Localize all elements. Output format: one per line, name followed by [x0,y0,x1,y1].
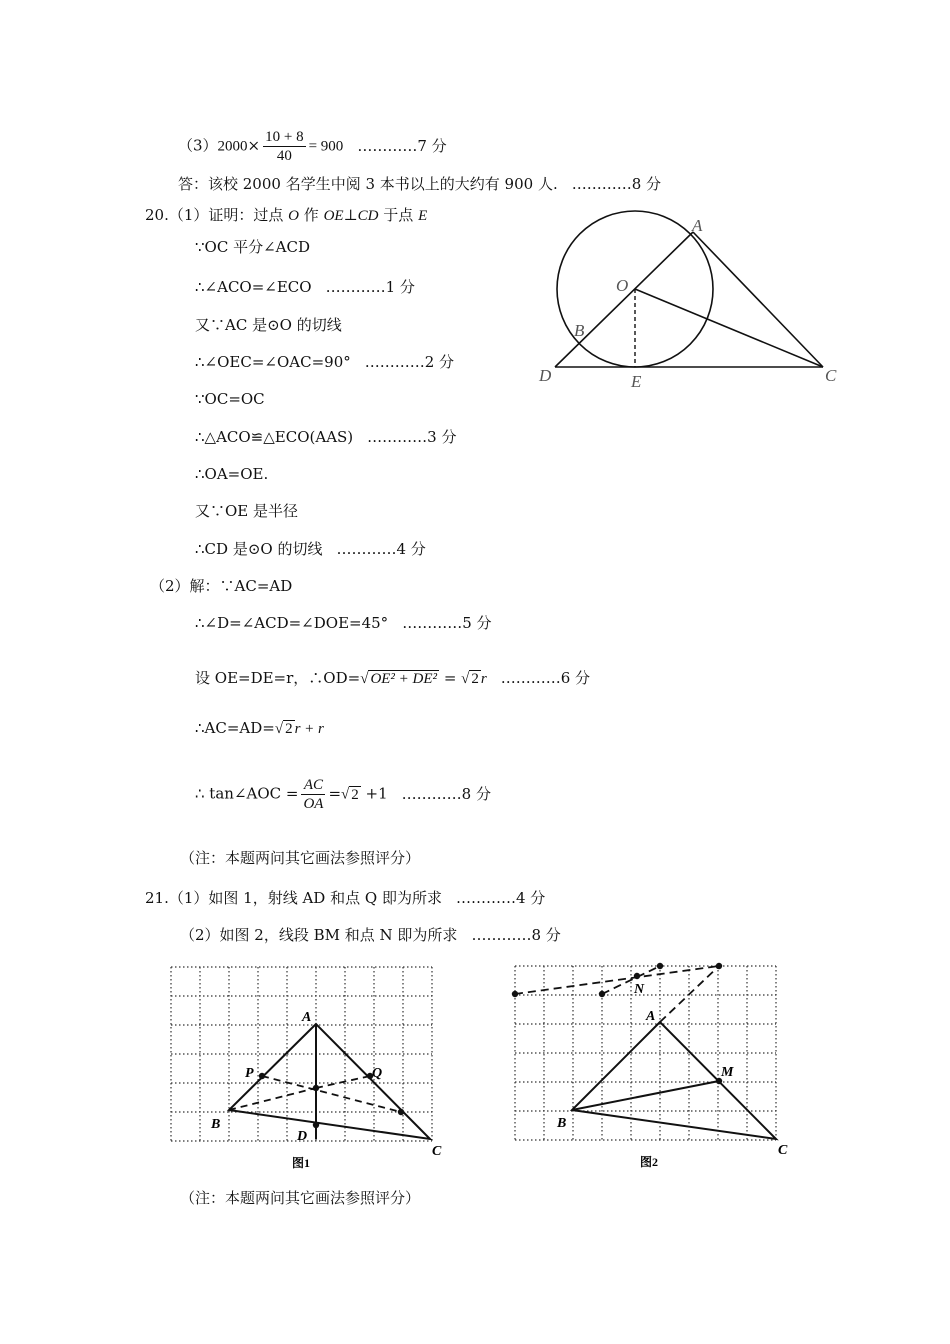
q20-s4-points: …………2 分 [364,353,455,371]
q20-t3-post: r + r [294,721,324,737]
label-C: C [825,366,837,385]
label-B-fig2: B [557,1116,567,1131]
q20-s6-points: …………3 分 [367,428,457,446]
q19-fraction-num: 10 + 8 [265,129,304,145]
q21-part2 [180,925,561,945]
q20-p1-E: E [418,208,428,224]
q20-s5: ∵OC=OC [195,390,265,408]
q20-p2: （2）解：∵AC=AD [150,577,293,595]
grid-1 [171,967,432,1141]
label-D: D [539,366,552,385]
label-A-fig1: A [302,1010,312,1025]
label-C-fig2: C [778,1143,788,1158]
q20-t4-post: +1 [360,784,388,803]
q20-t4-radicand: 2 [351,786,359,803]
triangle-ABC-1 [229,1024,430,1139]
point-P [259,1073,265,1079]
times-sign: × [247,136,261,155]
q20-t4-den: OA [303,796,324,812]
q20-step9 [195,539,426,559]
q20-p1-mid: 作 [299,206,324,224]
line-OC [635,289,823,367]
q20-t4-pre: ∴ tan∠AOC = [195,784,299,803]
label-Q: Q [372,1066,383,1081]
q20-t2-r: r [480,671,487,687]
point-fig2-1 [512,991,518,997]
point-D [313,1122,319,1128]
fig1-caption: 图1 [292,1156,311,1170]
q19-fraction-den: 40 [276,148,292,164]
q21-p1-points: …………4 分 [455,889,546,907]
q20-note-text: （注：本题两问其它画法参照评分） [180,849,421,867]
q20-t2-pre: 设 OE=DE=r，∴OD= [195,669,361,687]
q20-s9-points: …………4 分 [336,540,426,558]
line-DA [555,232,693,367]
label-N: N [634,982,645,997]
label-C-fig1: C [432,1144,442,1159]
point-fig2-3 [657,963,663,969]
q20-t2-radicand2: 2 [471,671,479,687]
q20-t2 [195,668,590,689]
q20-step2 [195,277,415,297]
q20-step3 [195,315,342,335]
dashed-B [229,1088,316,1110]
dashed-P [262,1076,401,1112]
q20-step7 [195,464,268,484]
segment-BM [572,1081,719,1110]
q20-t4-num: AC [301,776,325,795]
point-fig2-2 [599,991,605,997]
label-A: A [692,216,703,235]
q19-part3-label: （3） [178,136,218,155]
q21-note [180,1188,420,1208]
dashed-line-top [515,966,719,994]
q20-s4: ∴∠OEC=∠OAC=90° [195,353,351,371]
q20-t1-points: …………5 分 [402,614,492,632]
q20-p1-OE: OE [323,208,344,224]
q19-answer-points: …………8 分 [571,175,662,193]
q19-part3-line [178,128,447,165]
q20-s2: ∴∠ACO=∠ECO [195,278,312,296]
label-B: B [574,321,585,340]
dashed-Q [316,1076,370,1088]
q21-part1 [145,888,545,908]
sqrt-expression: √ OE² + DE² [360,671,438,687]
q20-note [180,848,420,868]
q20-p1-end: 于点 [378,206,419,224]
point-N [634,973,640,979]
q20-part2-header [150,576,292,596]
label-O: O [616,276,629,295]
q21-p2-text: （2）如图 2，线段 BM 和点 N 即为所求 [180,926,458,944]
label-E: E [631,372,642,391]
q20-step6 [195,427,456,447]
q20-s6: ∴△ACO≌△ECO(AAS) [195,428,354,446]
point-fig2-4 [716,963,722,969]
label-M: M [721,1065,734,1080]
q21-note-text: （注：本题两问其它画法参照评分） [180,1189,421,1207]
fig2-caption: 图2 [640,1155,659,1169]
label-P: P [245,1066,254,1081]
q19-answer: 答：该校 2000 名学生中阅 3 本书以上的大约有 900 人. [178,175,558,193]
q21-figure1 [160,960,460,1175]
q20-p1-O: O [288,208,300,224]
q20-p1-prefix: 20.（1）证明：过点 [145,206,289,224]
q19-answer-line [178,174,661,194]
point-intersect [313,1085,319,1091]
q20-t3 [195,718,324,739]
q21-p2-points: …………8 分 [471,926,561,944]
sqrt-expression: √ 2 [274,721,293,737]
q20-t1-text: ∴∠D=∠ACD=∠DOE=45° [195,614,389,632]
q20-t3-radicand: 2 [285,721,293,737]
q20-t1 [195,613,492,633]
label-B-fig1: B [211,1117,221,1132]
q20-s1: ∵OC 平分∠ACD [195,238,310,256]
q21-figure2 [505,955,800,1175]
q20-step8 [195,501,298,521]
q20-t2-eq: = [439,669,462,687]
q20-t2-radicand: OE² + DE² [370,671,438,687]
label-A-fig2: A [646,1009,656,1024]
q20-p1-perp: ⊥ [343,206,358,224]
q20-t2-points: …………6 分 [500,669,591,687]
q19-fraction [263,128,305,165]
q20-s7: ∴OA=OE. [195,465,269,483]
sqrt-expression: √ 2 [341,786,359,803]
q20-t3-pre: ∴AC=AD= [195,719,275,737]
q20-t4 [195,776,491,813]
q20-p1-CD: CD [357,208,379,224]
sqrt-expression: √ 2 [461,671,479,687]
q20-t4-points: …………8 分 [401,784,491,803]
q20-step5 [195,389,265,409]
point-BC-mark [398,1109,404,1115]
q20-s3: 又∵AC 是⊙O 的切线 [195,316,342,334]
q19-part3-a: 2000 [217,138,248,155]
q20-tan-fraction [301,776,325,813]
grid-2 [515,966,776,1140]
q20-circle-figure [530,205,850,395]
q20-s8: 又∵OE 是半径 [195,502,299,520]
triangle-ABC-2 [572,1022,776,1139]
q20-step1 [195,237,310,257]
q20-s9: ∴CD 是⊙O 的切线 [195,540,323,558]
q20-part1-header [145,205,427,226]
q19-part3-result: = 900 [308,138,344,155]
q20-step4 [195,352,454,372]
label-D-fig1: D [297,1129,308,1144]
q20-t4-eq: = [328,784,342,803]
q20-s2-points: …………1 分 [325,278,415,296]
q19-part3-points: …………7 分 [357,136,447,155]
q21-p1-text: 21.（1）如图 1，射线 AD 和点 Q 即为所求 [145,889,442,907]
